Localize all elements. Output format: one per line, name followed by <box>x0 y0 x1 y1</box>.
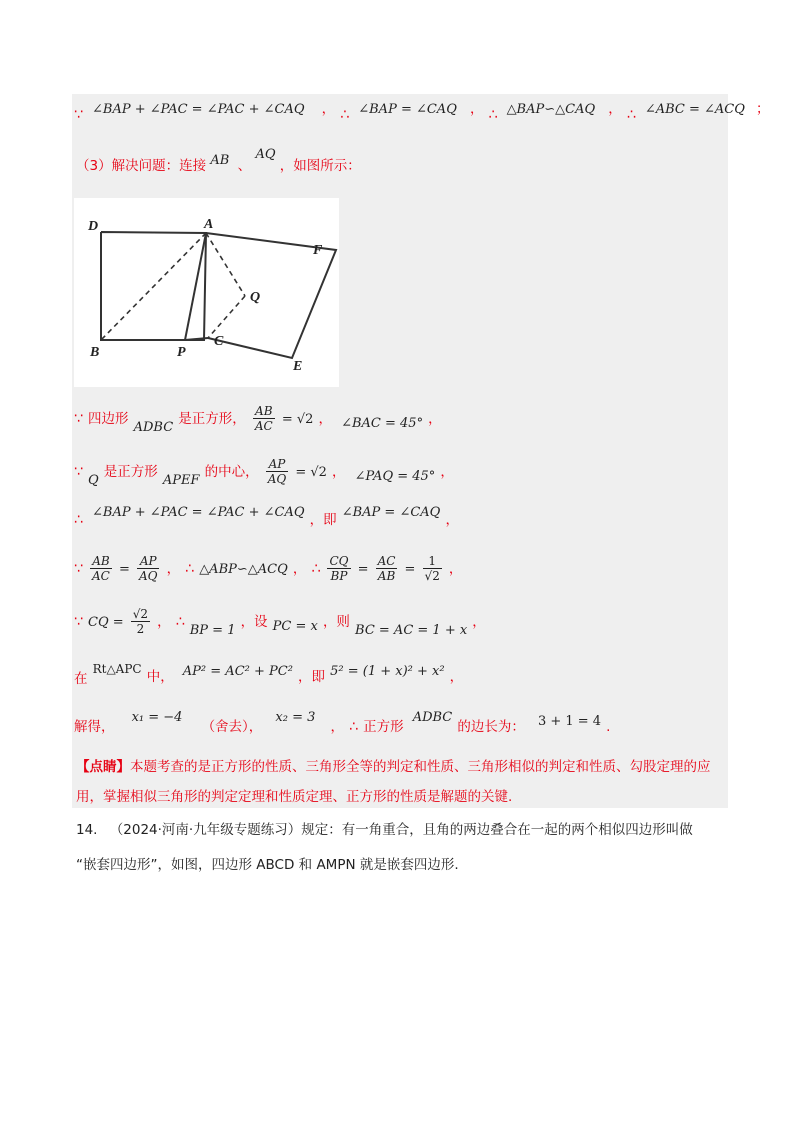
because-symbol: ∵ <box>74 411 83 427</box>
comment-tag: 【点睛】 <box>76 759 130 775</box>
proof-text: 在 <box>74 671 88 687</box>
equation: BC = AC = 1 + x <box>355 623 468 638</box>
proof-text: 是正方形， <box>178 411 246 427</box>
fraction <box>423 555 442 582</box>
proof-line-top <box>74 100 770 123</box>
comment-text: 本题考查的是正方形的性质、三角形全等的判定和性质、三角形相似的判定和性质、勾股定理的应用，掌握相似三角形的判定定理和性质定理、正方形的性质是解题的关键. <box>76 759 711 805</box>
proof-line-2 <box>74 457 454 488</box>
denominator: AQ <box>267 472 287 486</box>
equation: ∠BAC = 45° <box>341 416 424 431</box>
separator: ， <box>157 614 171 630</box>
fraction-ab-ac <box>253 405 275 432</box>
math-var: Q <box>88 473 99 488</box>
numerator: √2 <box>132 607 149 621</box>
therefore-symbol: ∴ <box>185 561 195 577</box>
separator: ， <box>445 512 459 528</box>
label-f: F <box>313 243 323 258</box>
denominator: 2 <box>136 622 145 636</box>
segment-ab-dashed <box>101 233 206 340</box>
part3-text: ，如图所示： <box>279 158 361 174</box>
equation: x₂ = 3 <box>275 710 316 725</box>
equation: ∠BAP = ∠CAQ <box>358 102 457 117</box>
separator: 、 <box>237 158 252 174</box>
proof-line-7 <box>74 708 611 735</box>
therefore-symbol: ∴ <box>74 512 83 528</box>
equation: CQ = <box>88 615 124 630</box>
numerator: AC <box>377 554 396 568</box>
comment-paragraph <box>76 752 726 812</box>
proof-text: 四边形 <box>88 411 129 427</box>
therefore-symbol: ∴ <box>311 561 321 577</box>
proof-line-5 <box>74 607 486 638</box>
separator: ， <box>469 101 484 117</box>
math-var: ADBC <box>412 710 453 725</box>
proof-text: ，即 <box>309 512 337 528</box>
separator: ， <box>292 561 307 577</box>
proof-text: 是正方形 <box>103 464 158 480</box>
separator: ， <box>608 101 622 117</box>
proof-text: 解得， <box>74 719 115 735</box>
separator: ， <box>332 464 346 480</box>
part3-text: （3）解决问题：连接 <box>76 158 207 174</box>
therefore-symbol: ∴ <box>349 719 358 735</box>
proof-text: 正方形 <box>363 719 404 735</box>
question-text: 规定：有一角重合，且角的两边叠合在一起的两个相似四边形叫做 <box>301 822 693 838</box>
separator: ， <box>448 561 463 577</box>
equation: △BAP∽△CAQ <box>506 102 596 117</box>
part3-line <box>76 147 361 174</box>
squares-diagram <box>74 198 339 387</box>
separator: ， <box>440 464 454 480</box>
math-var: ADBC <box>133 420 174 435</box>
math-var: AQ <box>255 147 276 162</box>
denominator: AB <box>377 569 396 583</box>
proof-text: （舍去）， <box>201 719 263 735</box>
because-symbol: ∵ <box>74 107 83 123</box>
label-q: Q <box>250 290 261 305</box>
therefore-symbol: ∴ <box>626 107 636 123</box>
question-14-line-2 <box>76 850 726 880</box>
proof-line-3 <box>74 503 459 528</box>
proof-text: ，即 <box>298 669 326 685</box>
proof-line-6 <box>74 662 464 687</box>
label-p: P <box>177 345 186 360</box>
math-var: AB <box>210 153 230 168</box>
question-14-line-1 <box>76 815 726 845</box>
numerator: AP <box>266 458 289 472</box>
fraction <box>137 555 160 582</box>
label-b: B <box>90 345 100 360</box>
because-symbol: ∵ <box>74 614 83 630</box>
separator: ， <box>321 101 336 117</box>
equation: = √2 <box>295 465 327 480</box>
equation: PC = x <box>272 619 318 634</box>
geometry-figure <box>74 198 339 387</box>
denominator: AQ <box>138 569 158 583</box>
equation: 5² = (1 + x)² + x² <box>330 664 445 679</box>
equation: ∠BAP + ∠PAC = ∠PAC + ∠CAQ <box>92 102 305 117</box>
denominator: AC <box>92 569 110 583</box>
segment-ap <box>185 233 206 340</box>
numerator: CQ <box>329 554 349 568</box>
segment-cq-dashed <box>208 296 245 338</box>
therefore-symbol: ∴ <box>340 107 350 123</box>
separator: ， <box>166 561 181 577</box>
fraction <box>327 555 350 582</box>
question-text: “嵌套四边形”，如图，四边形 ABCD 和 AMPN 就是嵌套四边形. <box>76 857 459 873</box>
numerator: AP <box>137 555 160 569</box>
equation: △ABP∽△ACQ <box>199 562 288 577</box>
numerator: AB <box>253 405 275 419</box>
equation: ∠BAP = ∠CAQ <box>341 505 441 520</box>
segment-aq-dashed <box>206 233 245 296</box>
separator: ， <box>449 669 464 685</box>
therefore-symbol: ∴ <box>175 614 185 630</box>
therefore-symbol: ∴ <box>488 107 498 123</box>
equation: 3 + 1 = 4 <box>537 714 602 729</box>
because-symbol: ∵ <box>74 464 83 480</box>
fraction <box>376 555 398 582</box>
numerator: 1 <box>423 555 442 569</box>
fraction <box>90 555 112 582</box>
equation: ∠ABC = ∠ACQ <box>644 102 745 117</box>
question-14 <box>76 815 726 880</box>
proof-text: ，设 <box>240 614 268 630</box>
label-c: C <box>214 334 224 349</box>
equation: ∠PAQ = 45° <box>354 469 436 484</box>
label-e: E <box>293 359 303 374</box>
proof-line-1 <box>74 404 442 435</box>
separator: ， <box>318 411 332 427</box>
equation: AP² = AC² + PC² <box>182 664 293 679</box>
denominator: √2 <box>424 569 440 583</box>
equation: = √2 <box>281 412 314 427</box>
math-var: Rt△APC <box>92 662 142 676</box>
fraction-ap-aq <box>266 458 289 485</box>
proof-line-4: ∵ $\frac{AB}{AC}$ = $\frac{AP}{AQ}$ ， ∴ △ABP∽△ACQ ， ∴ $\frac{CQ}{BP}$ = $\frac{AC}{AB}$ = $\frac{1}{√2}$ ， <box>74 554 463 583</box>
equation: ∠BAP + ∠PAC = ∠PAC + ∠CAQ <box>92 505 305 520</box>
label-a: A <box>204 217 214 232</box>
proof-text: 的边长为： <box>457 719 525 735</box>
separator: ； <box>756 101 770 117</box>
label-d: D <box>88 219 99 234</box>
fraction <box>131 608 150 635</box>
separator: ， <box>428 411 442 427</box>
proof-text: 的中心， <box>204 464 259 480</box>
because-symbol: ∵ <box>74 561 83 577</box>
separator: ， <box>472 614 486 630</box>
proof-text: ，则 <box>322 614 350 630</box>
separator: ， <box>330 719 344 735</box>
denominator: AC <box>254 419 273 433</box>
question-source: （2024·河南·九年级专题练习） <box>109 822 302 838</box>
math-var: APEF <box>162 473 200 488</box>
separator: . <box>606 719 611 735</box>
question-number: 14. <box>76 822 98 838</box>
equation: BP = 1 <box>189 623 236 638</box>
proof-text: 中， <box>146 669 174 685</box>
numerator: AB <box>90 555 112 569</box>
denominator: BP <box>330 569 348 583</box>
equation: x₁ = −4 <box>131 710 183 725</box>
